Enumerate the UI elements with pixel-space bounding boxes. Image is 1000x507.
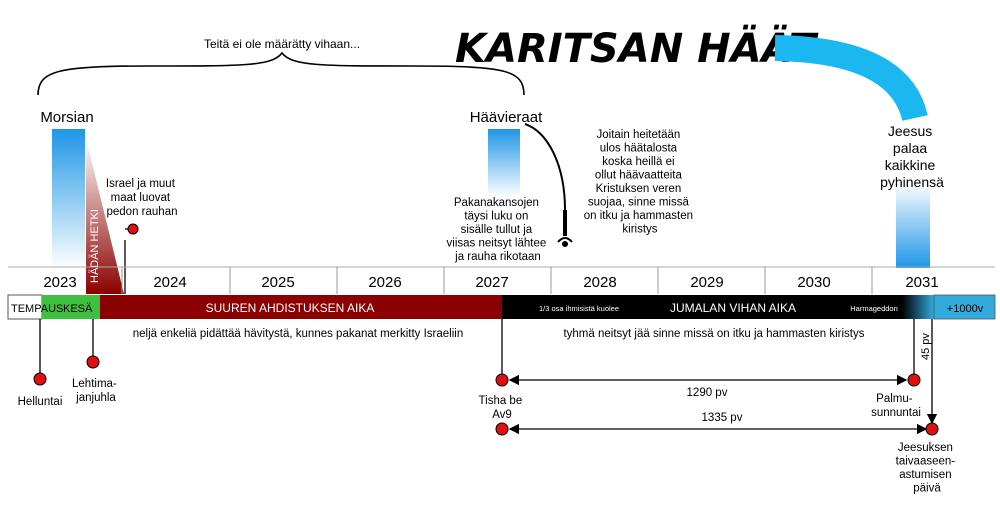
year-2024: 2024 bbox=[153, 274, 187, 291]
brace-label: Teitä ei ole määrätty vihaan... bbox=[203, 37, 361, 51]
year-2031: 2031 bbox=[905, 274, 939, 291]
bar-kolmasosa-label: 1/3 osa ihmisistä kuolee bbox=[538, 304, 620, 313]
bar-tempaus-label: TEMPAUS bbox=[11, 303, 64, 315]
label-1290: 1290 pv bbox=[686, 387, 728, 399]
label-palmusunnuntai: Palmu- sunnuntai bbox=[871, 393, 921, 419]
helluntai-dot bbox=[34, 373, 46, 385]
bar-transition-segment bbox=[902, 295, 934, 319]
title-arc bbox=[775, 48, 915, 118]
year-2030: 2030 bbox=[797, 274, 831, 291]
falling-figure-icon bbox=[558, 210, 572, 247]
label-jeesus-palaa: Jeesus palaa kaikkine pyhinensä bbox=[880, 123, 944, 190]
jeesus-bar bbox=[896, 182, 930, 268]
lehtimajanjuhla-dot bbox=[87, 356, 99, 368]
israel-dot bbox=[128, 224, 138, 234]
palmusunnuntai-dot bbox=[908, 374, 920, 386]
tisha-dot-1290 bbox=[496, 374, 508, 386]
label-morsian: Morsian bbox=[40, 109, 94, 126]
label-helluntai: Helluntai bbox=[17, 396, 63, 408]
haavieraat-bar bbox=[488, 129, 520, 197]
year-2027: 2027 bbox=[475, 274, 509, 291]
bar-kesa-label: KESÄ bbox=[63, 303, 93, 315]
bar-harmageddon-label: Harmageddon bbox=[850, 304, 898, 313]
year-2028: 2028 bbox=[583, 274, 617, 291]
tisha-dot-1335 bbox=[496, 423, 508, 435]
main-title: KARITSAN HÄÄT bbox=[455, 26, 816, 72]
label-pakanakansojen: Pakanakansojen täysi luku on sisälle tullut ja viisas neitsyt lähtee ja rauha rikotaan bbox=[446, 197, 547, 263]
below-right-text: tyhmä neitsyt jää sinne missä on itku ja hammasten kiristys bbox=[563, 328, 865, 340]
label-joitain: Joitain heitetään ulos häätalosta koska heillä ei ollut häävaatteita Kristuksen veren suojaa, sinne missä on itku ja hammasten kiristys bbox=[583, 129, 694, 236]
label-45: 45 pv bbox=[920, 333, 932, 360]
label-lehtimajanjuhla: Lehtima- janjuhla bbox=[72, 378, 117, 404]
year-2029: 2029 bbox=[690, 274, 724, 291]
bar-plus1000-label: +1000v bbox=[946, 303, 984, 315]
label-israel: Israel ja muut maat luovat pedon rauhan bbox=[105, 178, 178, 218]
hadan-hetki-label: HÄDÄN HETKI bbox=[89, 209, 101, 283]
below-left-text: neljä enkeliä pidättää hävitystä, kunnes pakanat merkitty Israeliin bbox=[132, 328, 464, 340]
label-taivaaseenastuminen: Jeesuksen taivaaseen- astumisen päivä bbox=[895, 442, 956, 495]
year-2026: 2026 bbox=[368, 274, 402, 291]
bar-ahdistus-label: SUUREN AHDISTUKSEN AIKA bbox=[205, 301, 375, 315]
label-haavieraat: Häävieraat bbox=[469, 109, 543, 126]
brace bbox=[38, 53, 524, 95]
label-tisha: Tisha be Av9 bbox=[478, 395, 523, 421]
morsian-bar bbox=[52, 129, 85, 269]
bar-vihan-aika-label: JUMALAN VIHAN AIKA bbox=[669, 301, 797, 315]
taivaaseenastuminen-dot bbox=[926, 423, 938, 435]
year-2025: 2025 bbox=[261, 274, 295, 291]
year-2023: 2023 bbox=[43, 274, 77, 291]
label-1335: 1335 pv bbox=[701, 412, 743, 424]
